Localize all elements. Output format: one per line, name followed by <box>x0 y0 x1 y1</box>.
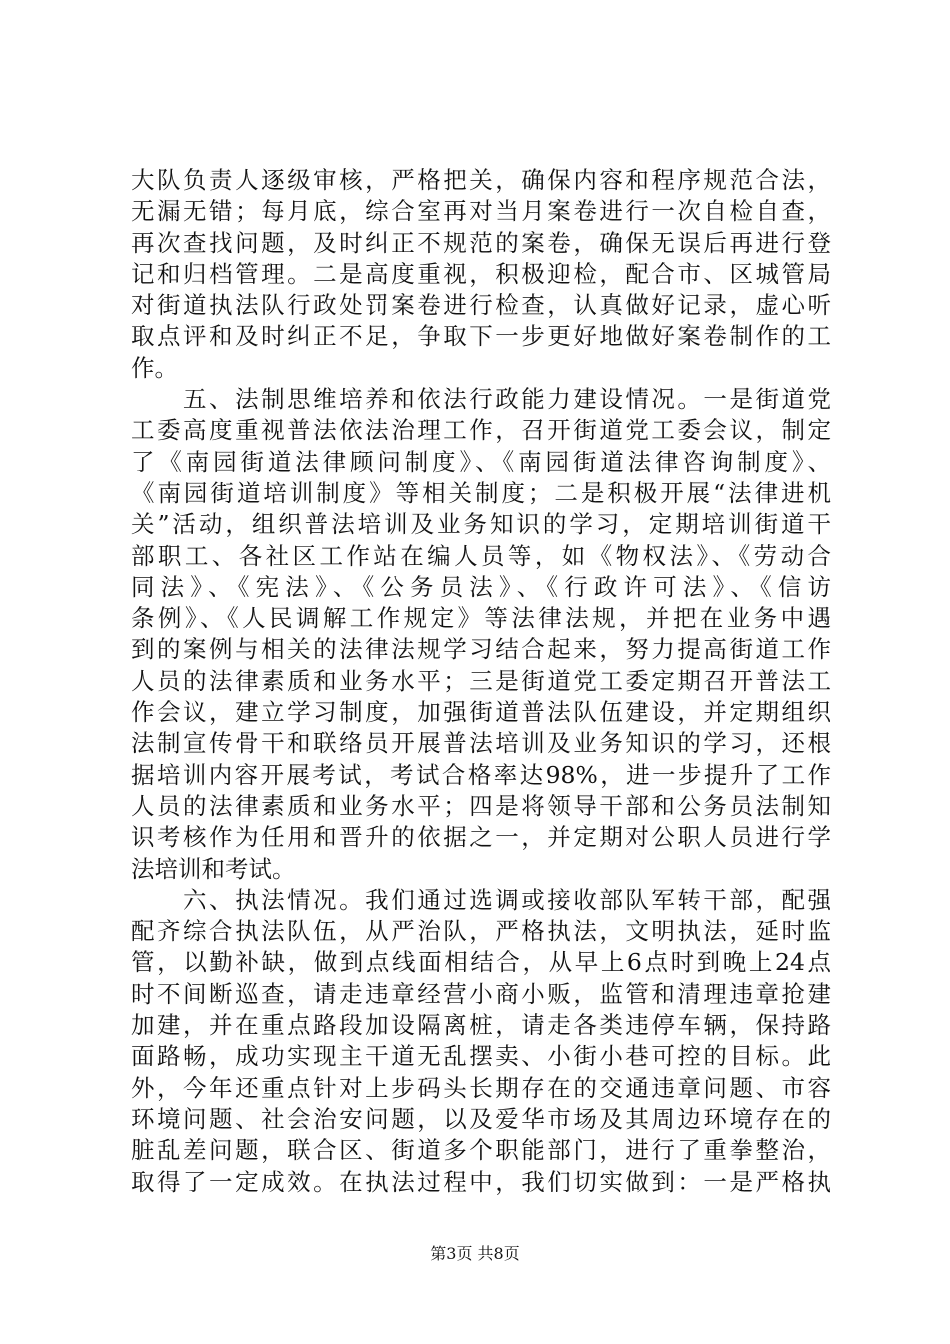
text-line: 记和归档管理。二是高度重视，积极迎检，配合市、区城管局 <box>131 259 831 288</box>
text-line: 环境问题、社会治安问题，以及爱华市场及其周边环境存在的 <box>131 1104 831 1133</box>
text-line: 大队负责人逐级审核，严格把关，确保内容和程序规范合法， <box>131 166 831 194</box>
page-footer: 第3页 共8页 <box>430 1244 520 1263</box>
text-line: 取得了一定成效。在执法过程中，我们切实做到：一是严格执 <box>131 1167 831 1196</box>
text-line: 管，以勤补缺，做到点线面相结合，从早上6点时到晚上24点 <box>131 948 831 977</box>
text-line: 对街道执法队行政处罚案卷进行检查，认真做好记录，虚心听 <box>131 291 831 320</box>
text-line: 作。 <box>131 353 178 382</box>
text-line: 法制宣传骨干和联络员开展普法培训及业务知识的学习，还根 <box>131 729 831 758</box>
text-line: 部职工、各社区工作站在编人员等，如《物权法》、《劳动合 <box>131 541 831 570</box>
text-line: 了《南园街道法律顾问制度》、《南园街道法律咨询制度》、 <box>131 447 831 476</box>
text-line: 脏乱差问题，联合区、街道多个职能部门，进行了重拳整治， <box>131 1136 831 1165</box>
text-line: 时不间断巡查，请走违章经营小商小贩，监管和清理违章抢建 <box>131 979 831 1008</box>
text-line: 配齐综合执法队伍，从严治队，严格执法，文明执法，延时监 <box>131 917 831 946</box>
text-line: 再次查找问题，及时纠正不规范的案卷，确保无误后再进行登 <box>131 228 831 257</box>
text-line: 外，今年还重点针对上步码头长期存在的交通违章问题、市容 <box>131 1073 831 1102</box>
text-line: 条例》、《人民调解工作规定》等法律法规，并把在业务中遇 <box>131 604 831 633</box>
text-line: 法培训和考试。 <box>131 854 296 883</box>
text-line: 识考核作为任用和晋升的依据之一，并定期对公职人员进行学 <box>131 823 831 852</box>
text-line: 取点评和及时纠正不足，争取下一步更好地做好案卷制作的工 <box>131 322 831 351</box>
text-line: 人员的法律素质和业务水平；四是将领导干部和公务员法制知 <box>131 791 831 820</box>
text-line: 作会议，建立学习制度，加强街道普法队伍建设，并定期组织 <box>131 698 831 727</box>
text-line: 关”活动，组织普法培训及业务知识的学习，定期培训街道干 <box>131 510 831 539</box>
text-line: 工委高度重视普法依法治理工作，召开街道党工委会议，制定 <box>131 416 831 445</box>
text-line: 到的案例与相关的法律法规学习结合起来，努力提高街道工作 <box>131 635 831 664</box>
document-body <box>131 165 831 1198</box>
text-line: 据培训内容开展考试，考试合格率达98%，进一步提升了工作 <box>131 760 831 789</box>
text-line: 五、法制思维培养和依法行政能力建设情况。一是街道党 <box>131 385 831 414</box>
text-line: 人员的法律素质和业务水平；三是街道党工委定期召开普法工 <box>131 666 831 695</box>
text-line: 同法》、《宪法》、《公务员法》、《行政许可法》、《信访 <box>131 572 831 601</box>
text-line: 无漏无错；每月底，综合室再对当月案卷进行一次自检自查， <box>131 197 831 226</box>
text-line: 面路畅，成功实现主干道无乱摆卖、小街小巷可控的目标。此 <box>131 1042 831 1071</box>
text-line: 六、执法情况。我们通过选调或接收部队军转干部，配强 <box>131 885 831 914</box>
text-line: 加建，并在重点路段加设隔离桩，请走各类违停车辆，保持路 <box>131 1011 831 1040</box>
text-line: 《南园街道培训制度》等相关制度；二是积极开展“法律进机 <box>131 478 831 507</box>
